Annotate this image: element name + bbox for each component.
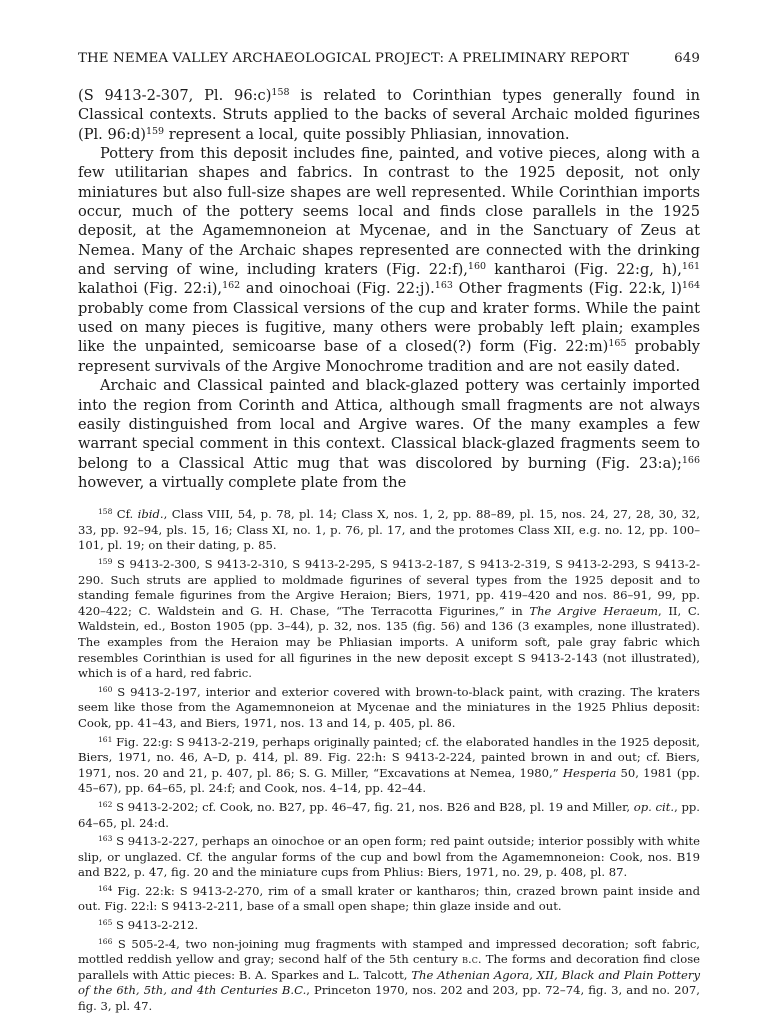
paragraph-1 — [78, 86, 700, 144]
text-run: S 9413-2-197, interior and exterior covered with brown-to-black paint, with crazing. The kraters seem like those from the Agamemnoneion at Mycenae and the miniatures in the 1925 Phlius deposit: Cook, pp. 41–43, and Biers, 1971, nos. 13 and 14, p. 405, pl. 86. — [78, 684, 700, 730]
running-head — [78, 50, 700, 68]
text-run: The forms and decoration find close parallels with Attic pieces: B. A. Sparkes and L. Talcott, — [78, 952, 701, 982]
footnote-161 — [78, 735, 700, 797]
footnote-160 — [78, 685, 700, 732]
text-run: S 9413-2-227, perhaps an oinochoe or an open form; red paint outside; interior possibly with white slip, or unglazed. Cf. the angular forms of the cup and bowl from the Agamemnoneion: Cook, nos. B19 and B22, p. 47, fig. 20 and the miniature cups from Phlius: Biers, 1971, no. 29, p. 408, pl. 87. — [78, 834, 700, 880]
footnotes — [78, 507, 700, 1014]
text-run: and oinochoai (Fig. 22:j). — [240, 280, 435, 298]
journal-page — [78, 50, 700, 1018]
text-run: Fig. 22:k: S 9413-2-270, rim of a small krater or kantharos; thin, crazed brown paint inside and out. Fig. 22:l: S 9413-2-211, base of a small open shape; thin glaze inside and out. — [78, 883, 700, 914]
footnote-ref[interactable]: 161 — [681, 260, 700, 272]
footnote-number: 161 — [98, 734, 113, 744]
paragraph-3 — [78, 376, 700, 492]
footnote-number: 159 — [98, 556, 113, 566]
footnote-166 — [78, 937, 700, 1015]
text-run: , Princeton 1970, nos. 202 and 203, pp. 72–74, fig. 3, and no. 207, fig. 3, pl. 47. — [78, 983, 700, 1014]
small-caps-text: b.c. — [462, 952, 482, 967]
italic-text: ibid. — [137, 507, 164, 522]
text-run: kalathoi (Fig. 22:i), — [78, 280, 223, 298]
footnote-number: 165 — [98, 917, 113, 927]
text-run: Cf. — [112, 507, 138, 522]
footnote-ref[interactable]: 165 — [608, 338, 627, 350]
footnote-165 — [78, 918, 700, 934]
footnote-ref[interactable]: 160 — [467, 260, 487, 272]
footnote-ref[interactable]: 163 — [434, 280, 453, 292]
text-run: represent a local, quite possibly Phliasian, innovation. — [164, 125, 570, 143]
text-run: S 505-2-4, two non-joining mug fragments with stamped and impressed decoration; soft fabric, mottled reddish yellow and gray; second half of the 5th century — [78, 936, 700, 967]
footnote-number: 166 — [98, 936, 113, 946]
footnote-number: 162 — [98, 799, 113, 809]
footnote-ref[interactable]: 166 — [681, 454, 700, 466]
footnote-number: 158 — [98, 507, 113, 517]
footnote-ref[interactable]: 164 — [681, 280, 700, 292]
text-run: S 9413-2-202; cf. Cook, no. B27, pp. 46–47, fig. 21, nos. B26 and B28, pl. 19 and Miller, — [112, 799, 634, 814]
footnote-ref[interactable]: 158 — [271, 86, 290, 98]
footnote-ref[interactable]: 159 — [145, 125, 165, 137]
text-run: 50, 1981 (pp. 45–67), pp. 64–65, pl. 24:f; and Cook, nos. 4–14, pp. 42–44. — [78, 765, 700, 796]
text-run: (S 9413-2-307, Pl. 96:c) — [78, 87, 272, 104]
italic-text: Hesperia — [562, 765, 617, 780]
footnote-164 — [78, 884, 700, 915]
text-run: Other fragments (Fig. 22:k, l) — [452, 280, 682, 298]
text-run: probably come from Classical versions of the cup and krater forms. While the paint used on many pieces is fugitive, many others were probably left plain; examples like the unpainted, semicoarse base of a closed(?) form (Fig. 22:m) — [78, 299, 700, 356]
footnote-158 — [78, 507, 700, 554]
footnote-number: 164 — [98, 883, 113, 893]
paragraph-2 — [78, 144, 700, 376]
footnote-number: 163 — [98, 833, 113, 843]
page-number: 649 — [674, 51, 700, 66]
footnote-163 — [78, 834, 700, 881]
text-run: , Class VIII, 54, p. 78, pl. 14; Class X, nos. 1, 2, pp. 88–89, pl. 15, nos. 24, 27, 28, 30, 32, 33, pp. 92–94, pls. 15, 16; Class XI, no. 1, p. 76, pl. 17, and the protomes Class XII, e.g. no. 12, pp. 100–101, pl. 19; on their dating, p. 85. — [78, 507, 700, 553]
text-run: S 9413-2-300, S 9413-2-310, S 9413-2-295, S 9413-2-187, S 9413-2-319, S 9413-2-293, S 9413-2-290. Such struts are applied to moldmade figurines of several types from the 1925 deposit and to standing female figurines from the Argive Heraion; Biers, 1971, pp. 419–420 and nos. 86–91, 99, pp. 420–422; C. Waldstein and G. H. Chase, “The Terracotta Figurines,” in — [78, 557, 700, 618]
body-text — [78, 86, 700, 492]
text-run: however, a virtually complete plate from the — [78, 473, 407, 491]
italic-text: The Argive Heraeum — [529, 603, 658, 618]
text-run: Archaic and Classical painted and black-glazed pottery was certainly imported into the region from Corinth and Attica, although small fragments are not always easily distinguished from local and Argive wares. Of the many examples a few warrant special comment in this context. Classical black-glazed fragments seem to belong to a Classical Attic mug that was discolored by burning (Fig. 23:a); — [78, 377, 700, 472]
footnote-number: 160 — [98, 684, 113, 694]
text-run: Pottery from this deposit includes fine, painted, and votive pieces, along with a few utilitarian shapes and fabrics. In contrast to the 1925 deposit, not only miniatures but also full-size shapes are well represented. While Corinthian imports occur, much of the pottery seems local and finds close parallels in the 1925 deposit, at the Agamemnoneion at Mycenae, and in the Sanctuary of Zeus at Nemea. Many of the Archaic shapes represented are connected with the drinking and serving of wine, including kraters (Fig. 22:f), — [78, 145, 700, 279]
italic-text: The Athenian Agora, XII, Black and Plain Pottery of the 6th, 5th, and 4th Centuries B.C. — [78, 967, 700, 998]
text-run: Fig. 22:g: S 9413-2-219, perhaps originally painted; cf. the elaborated handles in the 1925 deposit, Biers, 1971, no. 46, A–D, p. 414, pl. 89. Fig. 22:h: S 9413-2-224, painted brown in and out; cf. Biers, 1971, nos. 20 and 21, p. 407, pl. 86; S. G. Miller, “Excavations at Nemea, 1980,” — [78, 734, 700, 780]
text-run: is related to Corinthian types generally found in Classical contexts. Struts applied to the backs of several Archaic molded figurines (Pl. 96:d) — [78, 87, 700, 143]
footnote-ref[interactable]: 162 — [222, 280, 241, 292]
running-title: THE NEMEA VALLEY ARCHAEOLOGICAL PROJECT: A PRELIMINARY REPORT — [78, 51, 630, 66]
text-run: , pp. 64–65, pl. 24:d. — [78, 799, 700, 830]
italic-text: op. cit. — [633, 799, 675, 814]
footnote-159 — [78, 557, 700, 682]
text-run: , II, C. Waldstein, ed., Boston 1905 (pp. 3–44), p. 32, nos. 135 (fig. 56) and 136 (3 examples, none illustrated). The examples from the Heraion may be Phliasian imports. A uniform soft, pale gray fabric which resembles Corinthian is used for all figurines in the new deposit except S 9413-2-143 (not illustrated), which is of a hard, red fabric. — [78, 603, 701, 681]
text-run: kantharoi (Fig. 22:g, h), — [486, 261, 682, 279]
footnote-162 — [78, 800, 700, 831]
text-run: probably represent survivals of the Argive Monochrome tradition and are not easily dated. — [78, 338, 700, 375]
text-run: S 9413-2-212. — [112, 918, 199, 933]
